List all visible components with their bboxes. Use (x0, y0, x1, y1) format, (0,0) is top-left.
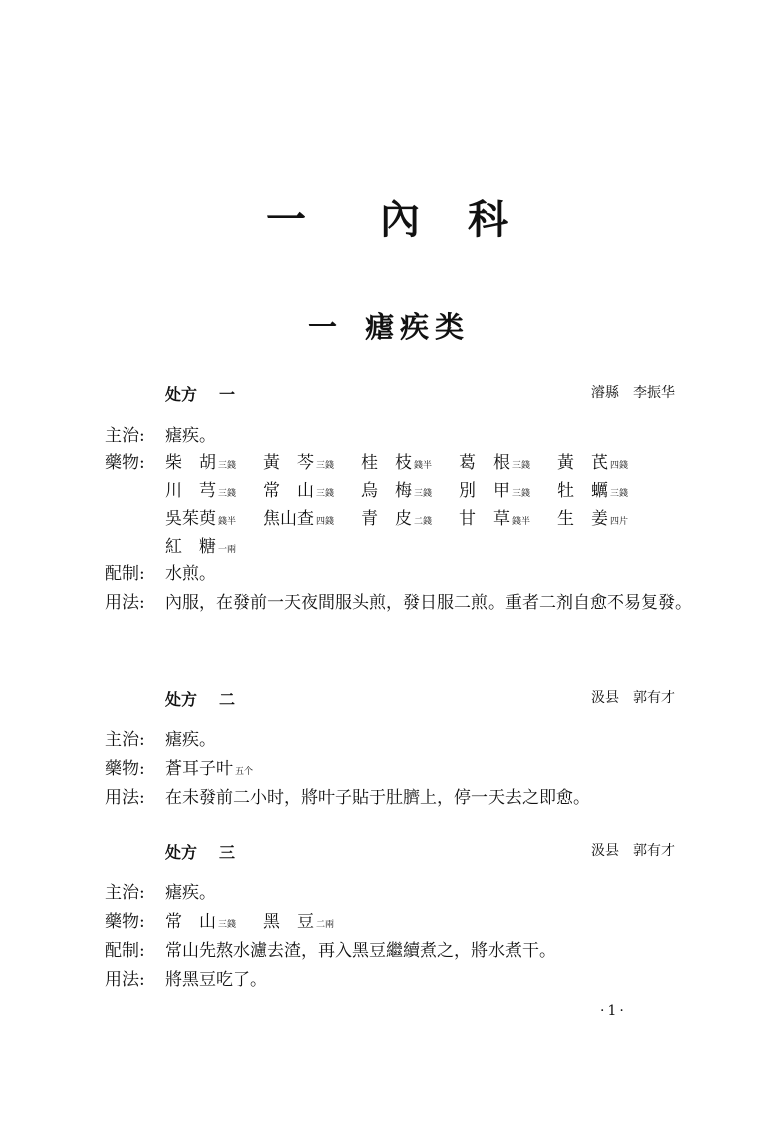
drug-dose: 三錢 (316, 489, 335, 499)
row-text: 水煎。 (165, 564, 216, 584)
drug-name: 焦山查 (263, 509, 314, 529)
section-title (0, 305, 778, 346)
drug-item (263, 505, 361, 536)
prescription-heading (165, 687, 675, 710)
rx-row (105, 756, 705, 786)
drug-dose: 三錢 (218, 920, 237, 930)
drug-dose: 一兩 (218, 545, 237, 555)
drug-item (165, 477, 263, 508)
drug-item (361, 505, 459, 536)
rx-row (105, 880, 705, 907)
drug-name: 常 山 (263, 481, 314, 501)
drug-name: 葛 根 (459, 453, 510, 473)
drug-dose: 錢半 (512, 517, 531, 527)
drug-dose: 二錢 (414, 517, 433, 527)
drug-list (165, 908, 705, 936)
drug-dose: 四片 (610, 517, 629, 527)
drug-dose: 錢半 (218, 517, 237, 527)
drug-name: 青 皮 (361, 509, 412, 529)
row-text: 瘧疾。 (165, 883, 216, 903)
rx-number: 三 (219, 843, 236, 862)
drug-item (459, 449, 557, 480)
drug-dose: 四錢 (316, 517, 335, 527)
drug-name: 柴 胡 (165, 453, 216, 473)
drug-name: 黃 芩 (263, 453, 314, 473)
rx-row (105, 727, 705, 754)
row-label: 用法: (105, 593, 145, 613)
rx-place: 汲县 (591, 690, 619, 706)
drug-name: 甘 草 (459, 509, 510, 529)
rx-number: 一 (219, 385, 236, 404)
row-label: 配制: (105, 941, 145, 961)
drug-name: 生 姜 (557, 509, 608, 529)
drug-dose: 三錢 (512, 461, 531, 471)
drug-dose: 二兩 (316, 920, 335, 930)
section-name: 瘧疾类 (365, 310, 471, 344)
drug-dose: 錢半 (414, 461, 433, 471)
drug-item (165, 449, 263, 480)
rx-author: 郭有才 (633, 690, 675, 706)
drug-name: 別 甲 (459, 481, 510, 501)
row-label: 配制: (105, 564, 145, 584)
rx-row (105, 590, 705, 617)
drug-name: 黃 芪 (557, 453, 608, 473)
rx-label: 处方 (165, 690, 198, 709)
drug-row (165, 505, 705, 533)
drug-dose: 三錢 (316, 461, 335, 471)
rx-place: 汲县 (591, 843, 619, 859)
drug-name: 桂 枝 (361, 453, 412, 473)
row-label: 主治: (105, 426, 145, 446)
row-text: 在未發前二小时，將叶子貼于肚臍上，停一天去之即愈。 (165, 788, 590, 808)
drug-name: 常 山 (165, 912, 216, 932)
row-text: 內服，在發前一天夜間服头煎，發日服二煎。重者二剂自愈不易复發。 (165, 593, 692, 613)
drug-item (459, 477, 557, 508)
drug-dose: 四錢 (610, 461, 629, 471)
row-text: 瘧疾。 (165, 426, 216, 446)
row-label: 藥物: (105, 912, 145, 932)
chapter-number: 一 (266, 196, 310, 243)
drug-name: 牡 蠣 (557, 481, 608, 501)
drug-name: 紅 糖 (165, 537, 216, 557)
drug-name: 吳茱萸 (165, 509, 216, 529)
row-text: 瘧疾。 (165, 730, 216, 750)
rx-row (105, 938, 705, 965)
rx-author: 李振华 (633, 385, 675, 401)
drug-dose: 三錢 (610, 489, 629, 499)
drug-row (165, 908, 705, 936)
rx-number: 二 (219, 690, 236, 709)
drug-item (263, 449, 361, 480)
row-label: 藥物: (105, 759, 145, 779)
chapter-title (0, 188, 778, 245)
drug-list (165, 449, 705, 561)
rx-label: 处方 (165, 385, 198, 404)
rx-author: 郭有才 (633, 843, 675, 859)
drug-row (165, 533, 705, 561)
drug-row (165, 449, 705, 477)
row-label: 主治: (105, 883, 145, 903)
rx-row (105, 785, 705, 812)
drug-name: 川 芎 (165, 481, 216, 501)
row-label: 用法: (105, 788, 145, 808)
drug-item (165, 908, 263, 939)
drug-dose: 三錢 (218, 461, 237, 471)
row-text: 常山先熬水濾去渣，再入黑豆繼續煮之，將水煮干。 (165, 941, 556, 961)
drug-item (557, 505, 655, 536)
drug-name: 黑 豆 (263, 912, 314, 932)
drug-item (165, 505, 263, 536)
rx-row (105, 561, 705, 588)
drug-item (165, 533, 263, 564)
drug-dose: 三錢 (218, 489, 237, 499)
drug-item (557, 449, 655, 480)
drug-item (557, 477, 655, 508)
drug-name: 烏 梅 (361, 481, 412, 501)
drug-name: 蒼耳子叶 (165, 759, 233, 779)
drug-item (361, 477, 459, 508)
drug-item (263, 477, 361, 508)
rx-row (105, 423, 705, 450)
rx-place: 濬縣 (591, 385, 619, 401)
row-text: 將黑豆吃了。 (165, 970, 267, 990)
rx-row (105, 967, 705, 994)
drug-item (459, 505, 557, 536)
rx-label: 处方 (165, 843, 198, 862)
drug-item (361, 449, 459, 480)
page-number: ·1· (600, 1003, 627, 1019)
drug-item (263, 908, 361, 939)
drug-dose: 三錢 (414, 489, 433, 499)
chapter-name: 內 科 (380, 196, 512, 243)
row-label: 用法: (105, 970, 145, 990)
section-number: 一 (307, 310, 343, 344)
prescription-heading (165, 382, 675, 405)
drug-dose: 三錢 (512, 489, 531, 499)
row-label: 主治: (105, 730, 145, 750)
drug-dose: 五个 (235, 767, 254, 777)
prescription-heading (165, 840, 675, 863)
drug-row (165, 477, 705, 505)
row-label: 藥物: (105, 453, 145, 473)
